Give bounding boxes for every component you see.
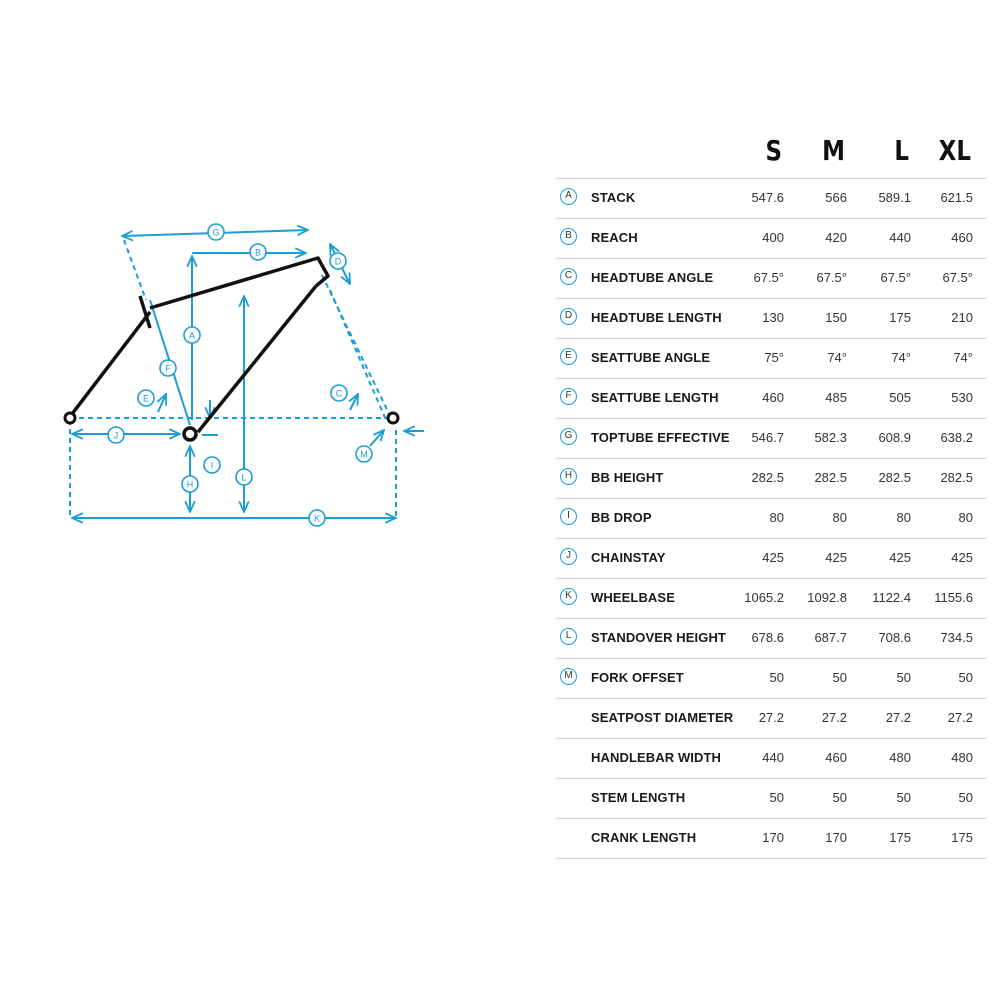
row-badge: D	[560, 308, 577, 325]
row-value: 50	[832, 670, 847, 685]
row-value: 460	[951, 230, 973, 245]
row-value: 1065.2	[744, 590, 784, 605]
row-value: 687.7	[814, 630, 847, 645]
diagram-badge-j	[108, 427, 124, 443]
row-label: HANDLEBAR WIDTH	[591, 750, 722, 765]
diagram-badge-label: J	[113, 430, 119, 441]
row-badge: A	[560, 188, 577, 205]
row-label: WHEELBASE	[591, 590, 675, 605]
row-value: 175	[889, 830, 911, 845]
diagram-badge-e	[138, 390, 154, 406]
row-value: 708.6	[878, 630, 911, 645]
diagram-badge-g	[208, 224, 224, 240]
diagram-badge-label: F	[165, 363, 171, 374]
row-value: 505	[889, 390, 911, 405]
row-value: 440	[889, 230, 911, 245]
diagram-badge-d	[330, 253, 346, 269]
geometry-rows	[556, 178, 986, 859]
row-value: 425	[762, 550, 784, 565]
row-label: SEATTUBE LENGTH	[591, 390, 719, 405]
diagram-badge-i	[204, 457, 220, 473]
size-header-s: S	[765, 134, 782, 167]
row-value: 175	[889, 310, 911, 325]
row-value: 400	[762, 230, 784, 245]
table-row	[556, 618, 986, 658]
row-value: 480	[889, 750, 911, 765]
row-badge: I	[560, 508, 577, 525]
diagram-badge-label: I	[210, 460, 214, 471]
row-value: 67.5°	[880, 270, 911, 285]
row-value: 50	[958, 670, 973, 685]
bottom-bracket	[184, 428, 196, 440]
row-value: 1155.6	[934, 590, 973, 605]
table-row	[556, 738, 986, 778]
row-label: CRANK LENGTH	[591, 830, 697, 845]
diagram-badge-label: H	[186, 479, 194, 490]
row-value: 608.9	[878, 430, 911, 445]
row-value: 425	[825, 550, 847, 565]
row-value: 425	[889, 550, 911, 565]
row-value: 638.2	[940, 430, 973, 445]
diagram-badge-k	[309, 510, 325, 526]
row-value: 50	[958, 790, 973, 805]
size-header-l: L	[894, 134, 909, 167]
row-value: 460	[825, 750, 847, 765]
table-row	[556, 378, 986, 418]
row-value: 80	[896, 510, 911, 525]
row-value: 80	[958, 510, 973, 525]
row-value: 1122.4	[872, 590, 911, 605]
angle-mark-e	[158, 394, 166, 412]
diagram-badge-label: G	[212, 227, 220, 238]
row-value: 50	[769, 790, 784, 805]
diagram-badge-label: E	[142, 393, 150, 404]
angle-mark-c	[350, 394, 358, 410]
down-tube	[198, 286, 316, 432]
row-value: 621.5	[940, 190, 973, 205]
row-value: 1092.8	[807, 590, 847, 605]
row-badge: C	[560, 268, 577, 285]
diagram-badges	[108, 224, 372, 526]
row-label: HEADTUBE LENGTH	[591, 310, 722, 325]
rear-axle	[65, 413, 75, 423]
row-value: 50	[769, 670, 784, 685]
row-label: TOPTUBE EFFECTIVE	[591, 430, 730, 445]
row-value: 282.5	[878, 470, 911, 485]
row-value: 170	[762, 830, 784, 845]
top-tube	[150, 258, 328, 308]
row-value: 27.2	[821, 710, 847, 725]
geometry-table	[556, 130, 986, 859]
diagram-badge-b	[250, 244, 266, 260]
row-value: 27.2	[947, 710, 973, 725]
table-row	[556, 658, 986, 698]
diagram-badge-a	[184, 327, 200, 343]
row-value: 480	[951, 750, 973, 765]
row-badge: M	[560, 668, 577, 685]
row-value: 74°	[953, 350, 973, 365]
row-value: 210	[951, 310, 973, 325]
row-value: 282.5	[814, 470, 847, 485]
row-value: 27.2	[758, 710, 784, 725]
row-label: FORK OFFSET	[591, 670, 684, 685]
row-value: 734.5	[940, 630, 973, 645]
row-value: 546.7	[751, 430, 784, 445]
row-label: CHAINSTAY	[591, 550, 666, 565]
row-value: 175	[951, 830, 973, 845]
diagram-badge-m	[356, 446, 372, 462]
row-value: 67.5°	[753, 270, 784, 285]
row-value: 50	[832, 790, 847, 805]
table-row	[556, 818, 986, 859]
row-value: 67.5°	[816, 270, 847, 285]
diagram-badge-label: B	[254, 247, 262, 258]
row-value: 420	[825, 230, 847, 245]
size-header-xl: XL	[938, 134, 971, 167]
diagram-badge-c	[331, 385, 347, 401]
row-value: 678.6	[751, 630, 784, 645]
row-value: 282.5	[940, 470, 973, 485]
row-value: 582.3	[814, 430, 847, 445]
table-row	[556, 298, 986, 338]
row-value: 74°	[891, 350, 911, 365]
table-row	[556, 698, 986, 738]
row-value: 75°	[764, 350, 784, 365]
row-value: 440	[762, 750, 784, 765]
row-label: BB HEIGHT	[591, 470, 664, 485]
row-label: SEATPOST DIAMETER	[591, 710, 734, 725]
row-label: STEM LENGTH	[591, 790, 686, 805]
row-value: 530	[951, 390, 973, 405]
table-row	[556, 418, 986, 458]
row-badge: H	[560, 468, 577, 485]
table-row	[556, 578, 986, 618]
row-label: STACK	[591, 190, 636, 205]
row-value: 130	[762, 310, 784, 325]
row-value: 74°	[827, 350, 847, 365]
row-value: 80	[769, 510, 784, 525]
table-row	[556, 258, 986, 298]
dim-line-m	[370, 430, 384, 446]
diagram-badge-label: A	[188, 330, 196, 341]
row-value: 170	[825, 830, 847, 845]
row-value: 50	[896, 670, 911, 685]
bike-frame	[72, 258, 328, 432]
row-value: 425	[951, 550, 973, 565]
diagram-badge-l	[236, 469, 252, 485]
table-row	[556, 178, 986, 218]
diagram-badge-h	[182, 476, 198, 492]
row-value: 50	[896, 790, 911, 805]
diagram-badge-label: L	[241, 472, 247, 483]
row-value: 485	[825, 390, 847, 405]
table-row	[556, 498, 986, 538]
table-row	[556, 338, 986, 378]
row-value: 547.6	[751, 190, 784, 205]
table-row	[556, 538, 986, 578]
row-value: 150	[825, 310, 847, 325]
table-row	[556, 778, 986, 818]
row-value: 460	[762, 390, 784, 405]
row-badge: E	[560, 348, 577, 365]
size-header-m: M	[822, 134, 845, 167]
diagram-badge-label: K	[313, 513, 321, 524]
row-label: HEADTUBE ANGLE	[591, 270, 714, 285]
row-badge: L	[560, 628, 577, 645]
row-value: 589.1	[878, 190, 911, 205]
dim-guide-g	[124, 240, 146, 300]
row-label: STANDOVER HEIGHT	[591, 630, 726, 645]
row-value: 566	[825, 190, 847, 205]
row-badge: K	[560, 588, 577, 605]
row-value: 80	[832, 510, 847, 525]
table-row	[556, 218, 986, 258]
front-axle	[388, 413, 398, 423]
row-value: 27.2	[885, 710, 911, 725]
row-label: BB DROP	[591, 510, 652, 525]
row-badge: B	[560, 228, 577, 245]
table-row	[556, 458, 986, 498]
diagram-badge-label: M	[360, 449, 368, 460]
row-badge: F	[560, 388, 577, 405]
diagram-badge-label: D	[334, 256, 342, 267]
row-badge: J	[560, 548, 577, 565]
row-value: 282.5	[751, 470, 784, 485]
row-badge: G	[560, 428, 577, 445]
size-header-row	[556, 130, 986, 178]
row-label: SEATTUBE ANGLE	[591, 350, 711, 365]
diagram-badge-f	[160, 360, 176, 376]
row-label: REACH	[591, 230, 638, 245]
diagram-badge-label: C	[335, 388, 343, 399]
row-value: 67.5°	[942, 270, 973, 285]
